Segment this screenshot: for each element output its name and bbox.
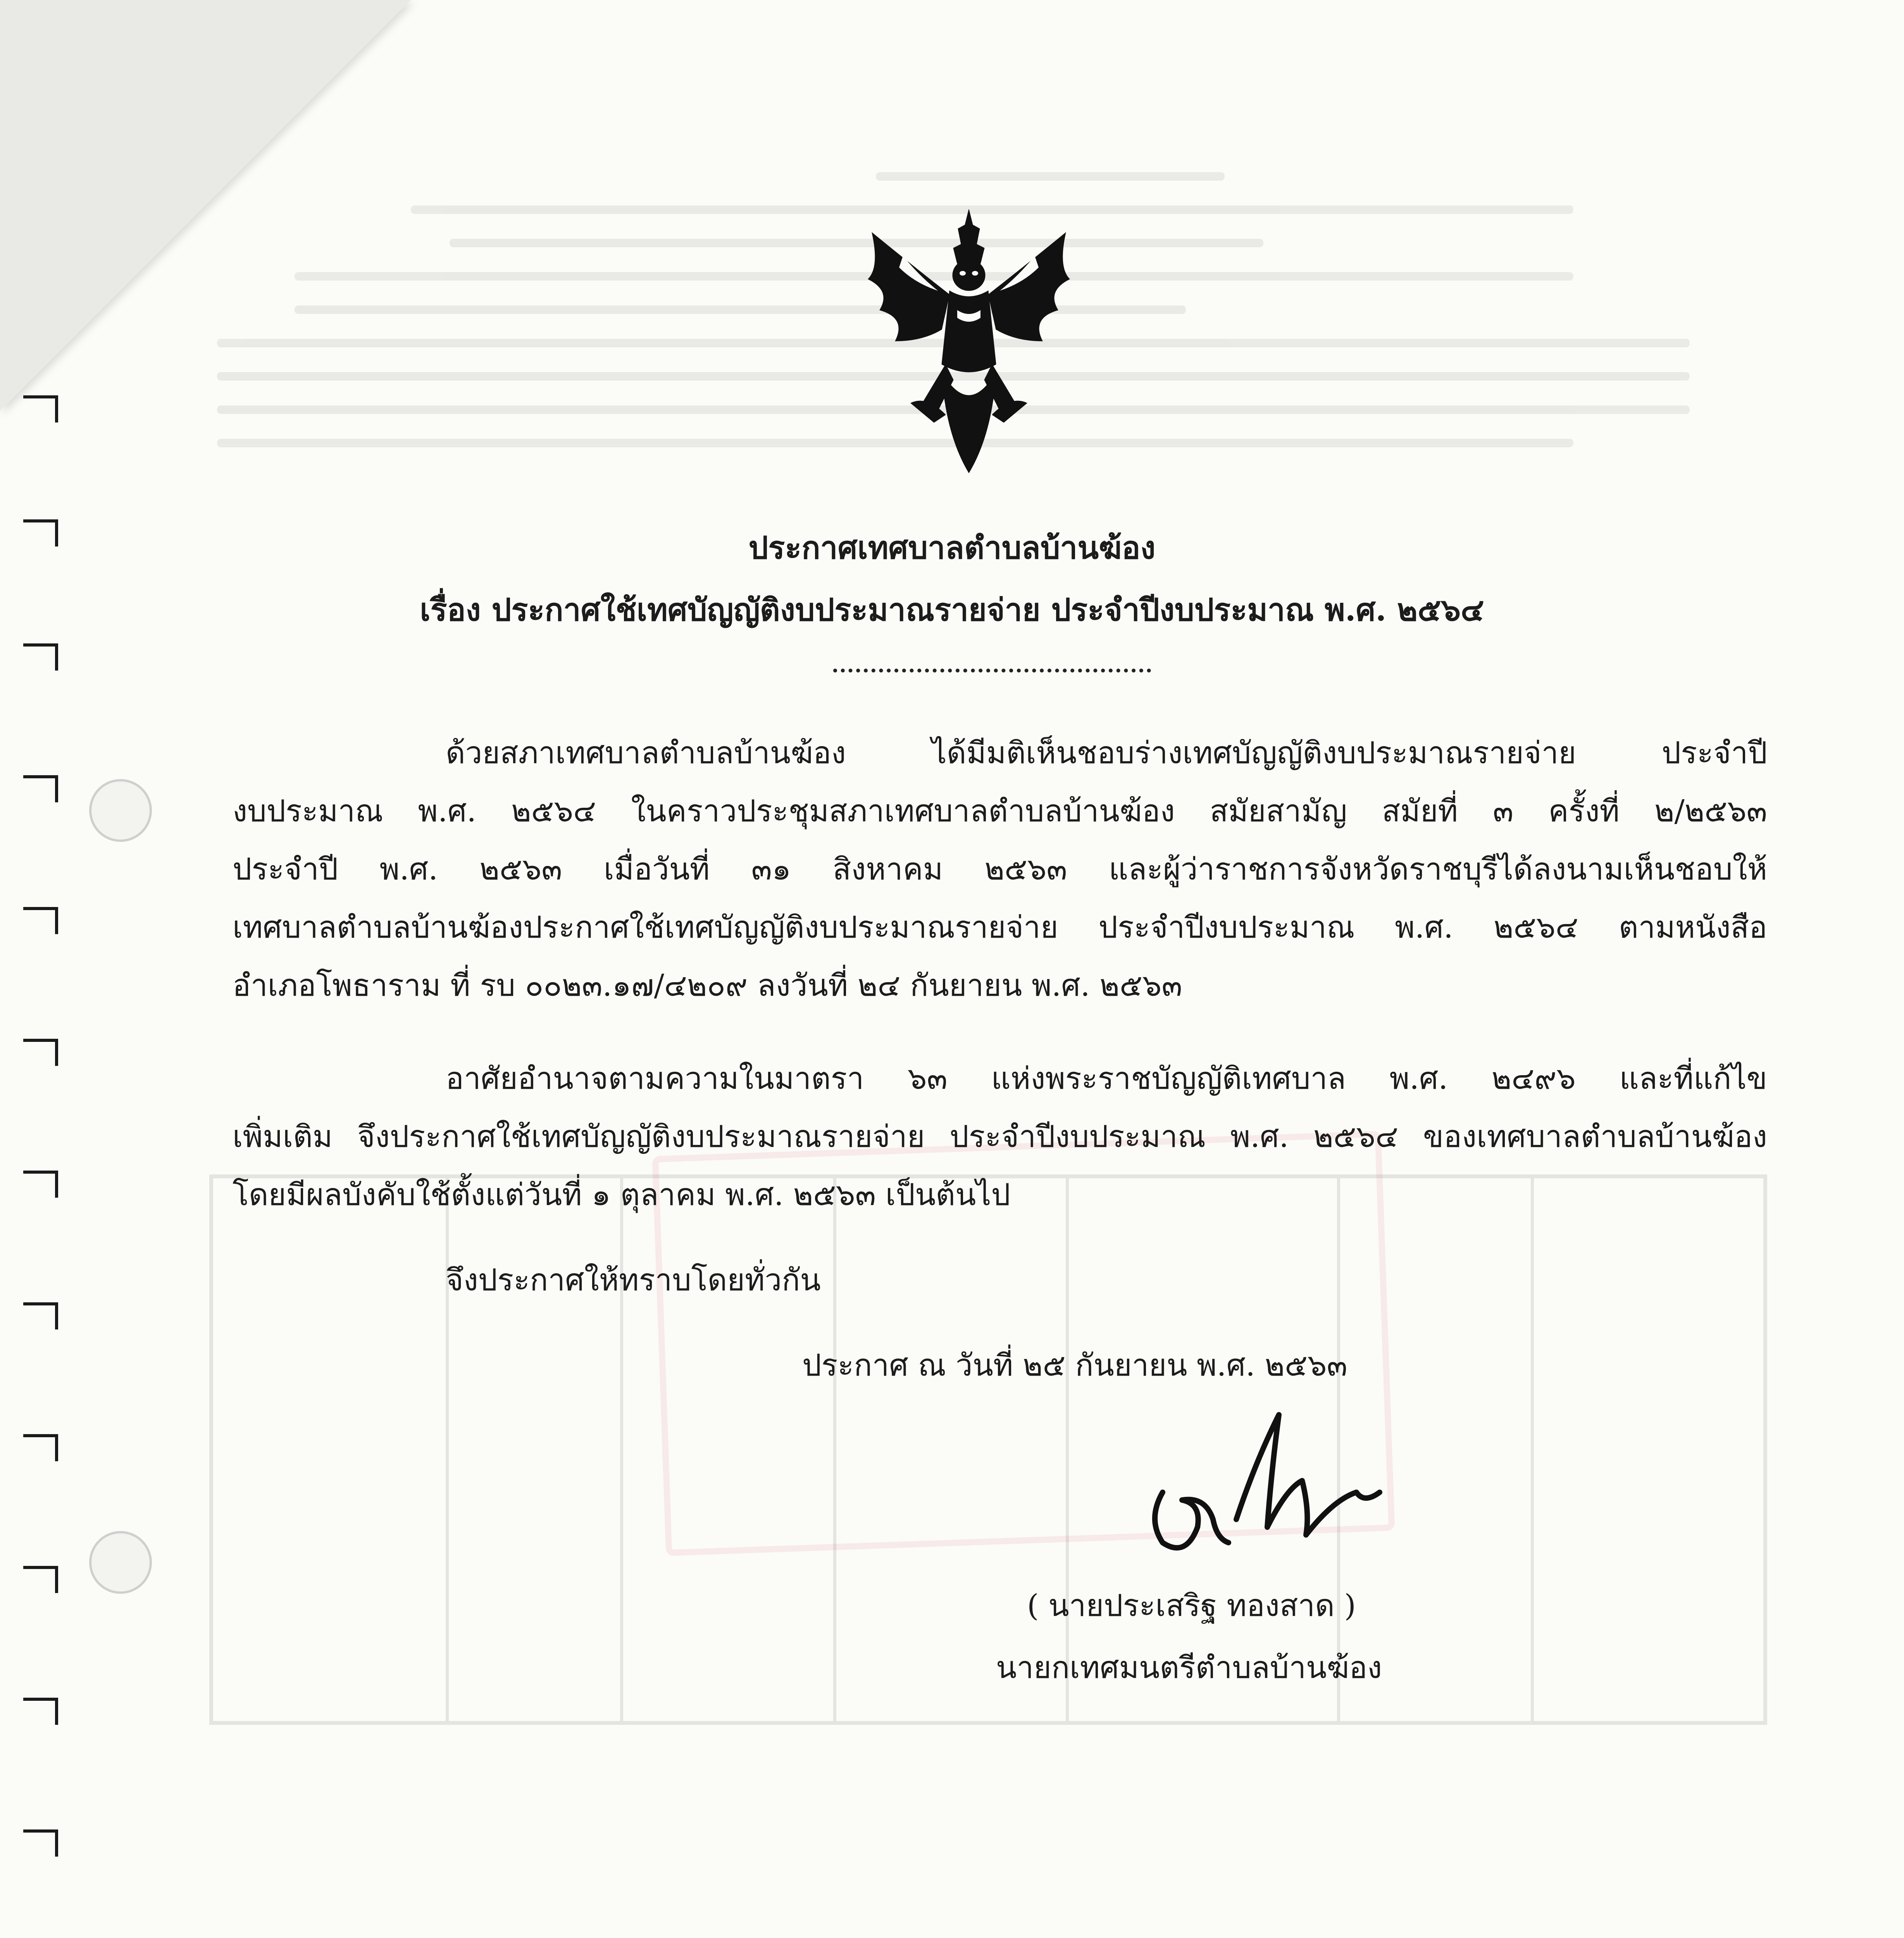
paragraph2-line1: อาศัยอำนาจตามความในมาตรา ๖๓ แห่งพระราชบัญญัติเทศบาล พ.ศ. ๒๔๙๖ และที่แก้ไข	[446, 1061, 1767, 1096]
announcement-subject: เรื่อง ประกาศใช้เทศบัญญัติงบประมาณรายจ่าย ประจำปีงบประมาณ พ.ศ. ๒๕๖๔	[420, 591, 1484, 628]
handwritten-signature	[1139, 1403, 1403, 1566]
signatory-name: ( นายประเสริฐ ทองสาด )	[1027, 1588, 1356, 1623]
paragraph1-line5: อำเภอโพธาราม ที่ รบ ๐๐๒๓.๑๗/๔๒๐๙ ลงวันที่ ๒๔ กันยายน พ.ศ. ๒๕๖๓	[233, 968, 1182, 1003]
signatory-position: นายกเทศมนตรีตำบลบ้านฆ้อง	[996, 1650, 1382, 1685]
title-dotted-divider	[833, 669, 1151, 672]
paragraph1-line2: งบประมาณ พ.ศ. ๒๕๖๔ ในคราวประชุมสภาเทศบาลตำบลบ้านฆ้อง สมัยสามัญ สมัยที่ ๓ ครั้งที่ ๒/๒๕๖๓	[233, 794, 1767, 829]
closing-statement: จึงประกาศให้ทราบโดยทั่วกัน	[446, 1263, 821, 1298]
paragraph1-line3: ประจำปี พ.ศ. ๒๕๖๓ เมื่อวันที่ ๓๑ สิงหาคม ๒๕๖๓ และผู้ว่าราชการจังหวัดราชบุรีได้ลงนามเห็นชอบให้	[233, 852, 1767, 887]
announcement-title: ประกาศเทศบาลตำบลบ้านฆ้อง	[748, 529, 1156, 566]
paragraph1-line4: เทศบาลตำบลบ้านฆ้องประกาศใช้เทศบัญญัติงบประมาณรายจ่าย ประจำปีงบประมาณ พ.ศ. ๒๕๖๔ ตามหนังสือ	[233, 910, 1767, 945]
announced-date: ประกาศ ณ วันที่ ๒๕ กันยายน พ.ศ. ๒๕๖๓	[802, 1348, 1347, 1383]
paragraph1-line1: ด้วยสภาเทศบาลตำบลบ้านฆ้อง ได้มีมติเห็นชอบร่างเทศบัญญัติงบประมาณรายจ่าย ประจำปี	[446, 736, 1767, 771]
paragraph2-line2: เพิ่มเติม จึงประกาศใช้เทศบัญญัติงบประมาณรายจ่าย ประจำปีงบประมาณ พ.ศ. ๒๕๖๔ ของเทศบาลตำบลบ้านฆ้อง	[233, 1119, 1767, 1154]
paragraph2-line3: โดยมีผลบังคับใช้ตั้งแต่วันที่ ๑ ตุลาคม พ.ศ. ๒๕๖๓ เป็นต้นไป	[233, 1178, 1011, 1212]
